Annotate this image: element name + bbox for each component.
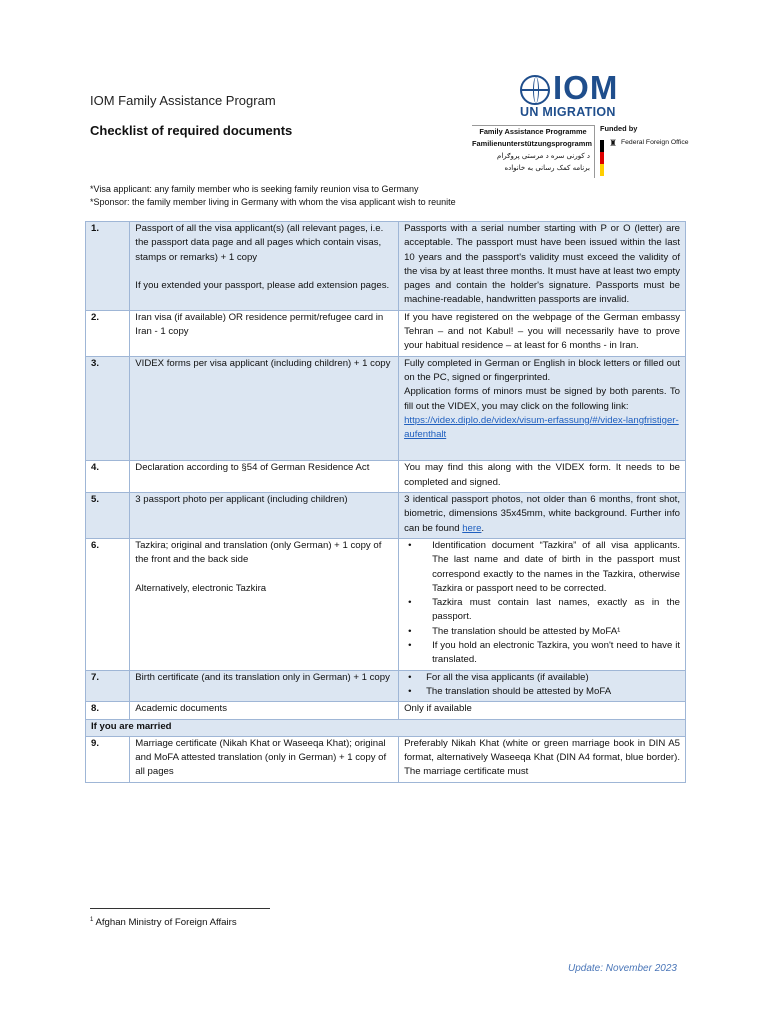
- required-document: Marriage certificate (Nikah Khat or Waseeqa Khat); original and MoFA attested translation (only in German) + 1 copy of all pages: [130, 736, 399, 782]
- row-number: 8.: [86, 702, 130, 719]
- eagle-icon: ♜: [609, 138, 618, 148]
- document-details: [399, 493, 686, 539]
- section-row: [86, 719, 686, 736]
- required-document: Iran visa (if available) OR residence permit/refugee card in Iran - 1 copy: [130, 310, 399, 356]
- table-row: [86, 222, 686, 311]
- funded-by-label: Funded by: [600, 124, 638, 133]
- table-row: [86, 356, 686, 461]
- table-row: [86, 538, 686, 670]
- requirement-note: If you extended your passport, please add extension pages.: [135, 279, 390, 291]
- required-document: Birth certificate (and its translation only in German) + 1 copy: [130, 670, 399, 702]
- funder-name: Federal Foreign Office: [621, 139, 689, 146]
- list-item: • Tazkira must contain last names, exactly as in the passport.: [404, 596, 680, 625]
- required-document: [130, 538, 399, 670]
- required-document: Academic documents: [130, 702, 399, 719]
- detail-text: 3 identical passport photos, not older than 6 months, front shot, biometric, dimensions 35x45mm, white background. Further info can be found: [404, 494, 680, 534]
- iom-logo: [520, 69, 635, 119]
- program-name-ps: د کورنی سره د مرستی پروګرام: [497, 152, 590, 160]
- row-number: 4.: [86, 461, 130, 493]
- list-item: • If you hold an electronic Tazkira, you won't need to have it translated.: [404, 639, 680, 668]
- note-visa-applicant: *Visa applicant: any family member who is seeking family reunion visa to Germany: [90, 184, 419, 194]
- definitions: [90, 183, 456, 209]
- document-details: You may find this along with the VIDEX form. It needs to be completed and signed.: [399, 461, 686, 493]
- program-name-en: Family Assistance Programme: [479, 127, 587, 136]
- row-number: 2.: [86, 310, 130, 356]
- row-number: 3.: [86, 356, 130, 461]
- row-number: 6.: [86, 538, 130, 670]
- required-document: [130, 222, 399, 311]
- german-flag-icon: [600, 140, 604, 176]
- photo-info-link[interactable]: here: [462, 522, 482, 534]
- table-row: [86, 670, 686, 702]
- requirement-text: Passport of all the visa applicant(s) (all relevant pages, i.e. the passport data page and all pages which contain visas, stamps or remarks) + 1 copy: [135, 223, 384, 263]
- row-number: 1.: [86, 222, 130, 311]
- document-title: Checklist of required documents: [90, 123, 293, 138]
- footnote-text: Afghan Ministry of Foreign Affairs: [95, 917, 237, 929]
- footnote-divider: [90, 908, 270, 909]
- program-name-block: [472, 125, 595, 178]
- detail-text: .: [481, 522, 485, 534]
- table-row: [86, 702, 686, 719]
- requirement-note: Alternatively, electronic Tazkira: [135, 582, 267, 594]
- list-item: • Identification document “Tazkira” of all visa applicants. The last name and date of birth in the passport must correspond exactly to the names in the Tazkira, otherwise Tazkira or passport need to be corrected.: [404, 539, 680, 596]
- document-details: [399, 670, 686, 702]
- program-title: IOM Family Assistance Program: [90, 93, 276, 108]
- list-item: • For all the visa applicants (if available): [404, 671, 680, 685]
- funded-by-block: [600, 124, 689, 148]
- row-number: 5.: [86, 493, 130, 539]
- detail-text: Fully completed in German or English in block letters or filled out on the PC, signed or fingerprinted.: [404, 357, 680, 383]
- detail-text: Application forms of minors must be signed by both parents. To fill out the VIDEX, you may click on the following link:: [404, 386, 680, 412]
- section-heading: If you are married: [86, 719, 686, 736]
- footnote-mark: 1: [90, 917, 94, 923]
- list-item: • The translation should be attested by MoFA: [404, 685, 680, 699]
- document-details: If you have registered on the webpage of the German embassy Tehran – and not Kabul! – you will necessarily have to prove your habitual residence – at least for 6 months - in Iran.: [399, 310, 686, 356]
- document-details: [399, 356, 686, 461]
- table-row: [86, 461, 686, 493]
- document-details: Passports with a serial number starting with P or O (letter) are acceptable. The passport must have been issued within the last 10 years and the passport's validity must exceed the validity of the visa by at least three months. It must have at least two empty pages and contain the holder's signature. Passports must be machine-readable, handwritten passports are invalid.: [399, 222, 686, 311]
- document-details: Only if available: [399, 702, 686, 719]
- required-document: VIDEX forms per visa applicant (including children) + 1 copy: [130, 356, 399, 461]
- row-number: 9.: [86, 736, 130, 782]
- footnote: [90, 917, 237, 928]
- update-date: Update: November 2023: [568, 963, 677, 974]
- list-item: • The translation should be attested by MoFA¹: [404, 625, 680, 639]
- table-row: [86, 736, 686, 782]
- document-details: Preferably Nikah Khat (white or green marriage book in DIN A5 format, alternatively Waseeqa Khat (DIN A4 format, blue border). The marriage certificate must: [399, 736, 686, 782]
- table-row: [86, 310, 686, 356]
- un-globe-icon: [520, 75, 550, 105]
- requirement-text: Tazkira; original and translation (only German) + 1 copy of the front and the back side: [135, 539, 382, 566]
- table-row: [86, 493, 686, 539]
- required-document: Declaration according to §54 of German Residence Act: [130, 461, 399, 493]
- document-checklist-table: [85, 221, 686, 783]
- note-sponsor: *Sponsor: the family member living in Germany with whom the visa applicant wish to reunite: [90, 197, 456, 207]
- program-name-fa: برنامه کمک رسانی به خانواده: [504, 164, 590, 172]
- program-name-de: Familienunterstützungsprogramm: [472, 139, 592, 148]
- logo-subtitle: UN MIGRATION: [520, 105, 616, 119]
- required-document: 3 passport photo per applicant (including children): [130, 493, 399, 539]
- document-details: [399, 538, 686, 670]
- logo-text: IOM: [553, 69, 619, 106]
- videx-link[interactable]: https://videx.diplo.de/videx/visum-erfassung/#/videx-langfristiger-aufenthalt: [404, 414, 679, 441]
- row-number: 7.: [86, 670, 130, 702]
